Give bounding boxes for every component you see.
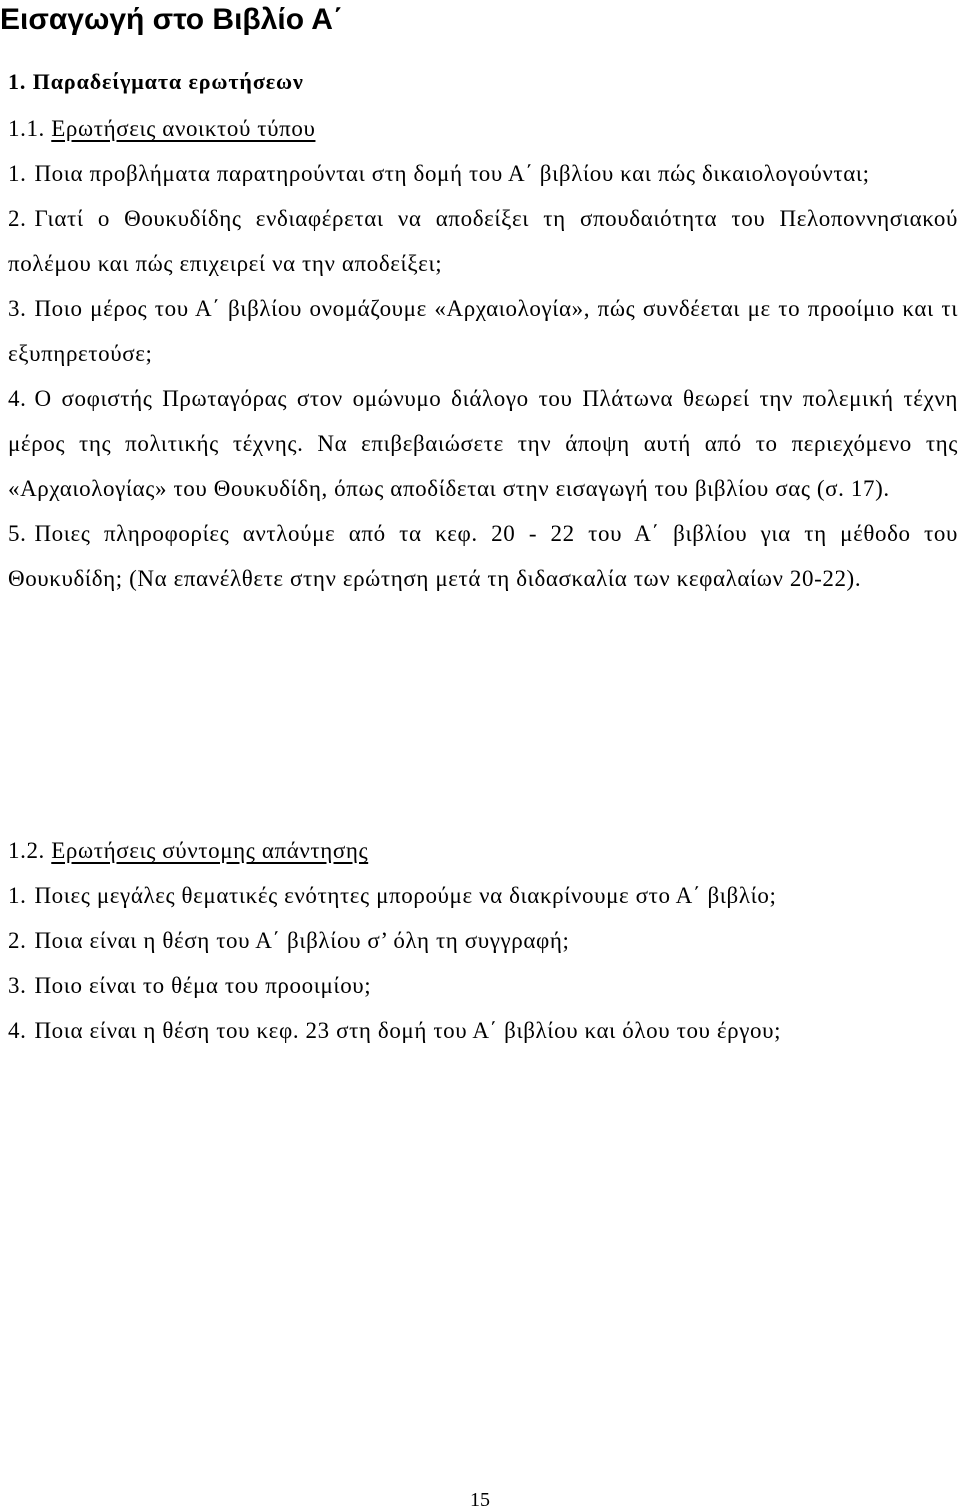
subsection-number: 1.1. [8, 116, 45, 141]
question-item [8, 963, 958, 1008]
question-number: 1. [8, 161, 27, 186]
question-number: 2. [8, 206, 27, 231]
question-text: Ποια είναι η θέση του Α΄ βιβλίου σ’ όλη τη συγγραφή; [34, 928, 570, 953]
question-number: 5. [8, 521, 27, 546]
question-item [8, 286, 958, 376]
question-text: Ποιες πληροφορίες αντλούμε από τα κεφ. 20 - 22 του Α΄ βιβλίου για τη μέθοδο του Θουκυδίδη; (Να επανέλθετε στην ερώτηση μετά τη διδασκαλία των κεφαλαίων 20-22). [8, 521, 958, 591]
question-item [8, 511, 958, 601]
question-number: 4. [8, 1018, 27, 1043]
question-text: Ποια είναι η θέση του κεφ. 23 στη δομή του Α΄ βιβλίου και όλου του έργου; [34, 1018, 782, 1043]
subsection-short-answer-questions [8, 828, 958, 1053]
question-number: 3. [8, 296, 27, 321]
subsection-heading [8, 106, 958, 151]
question-item [8, 196, 958, 286]
question-text: Ποια προβλήματα παρατηρούνται στη δομή του Α΄ βιβλίου και πώς δικαιολογούνται; [34, 161, 870, 186]
question-list [8, 873, 958, 1053]
question-item [8, 918, 958, 963]
question-text: Γιατί ο Θουκυδίδης ενδιαφέρεται να αποδείξει τη σπουδαιότητα του Πελοποννησιακού πολέμου και πώς επιχειρεί να την αποδείξει; [8, 206, 958, 276]
section-heading-examples: 1. Παραδείγματα ερωτήσεων [8, 69, 304, 94]
page-number: 15 [470, 1489, 490, 1511]
subsection-title: Ερωτήσεις ανοικτού τύπου [51, 116, 316, 141]
subsection-heading [8, 828, 958, 873]
question-text: Ο σοφιστής Πρωταγόρας στον ομώνυμο διάλογο του Πλάτωνα θεωρεί την πολεμική τέχνη μέρος της πολιτικής τέχνης. Να επιβεβαιώσετε την άποψη αυτή από το περιεχόμενο της «Αρχαιολογίας» του Θουκυδίδη, όπως αποδίδεται στην εισαγωγή του βιβλίου σας (σ. 17). [8, 386, 958, 501]
question-text: Ποιο μέρος του Α΄ βιβλίου ονομάζουμε «Αρχαιολογία», πώς συνδέεται με το προοίμιο και τι εξυπηρετούσε; [8, 296, 958, 366]
question-number: 3. [8, 973, 27, 998]
question-number: 1. [8, 883, 27, 908]
document-title: Εισαγωγή στο Βιβλίο Α΄ [0, 3, 343, 36]
subsection-open-questions [8, 106, 958, 601]
question-text: Ποιες μεγάλες θεματικές ενότητες μπορούμε να διακρίνουμε στο Α΄ βιβλίο; [34, 883, 777, 908]
question-item [8, 873, 958, 918]
question-list [8, 151, 958, 601]
question-item [8, 151, 958, 196]
question-item [8, 1008, 958, 1053]
subsection-title: Ερωτήσεις σύντομης απάντησης [51, 838, 369, 863]
subsection-number: 1.2. [8, 838, 45, 863]
question-number: 2. [8, 928, 27, 953]
question-number: 4. [8, 386, 27, 411]
question-item [8, 376, 958, 511]
question-text: Ποιο είναι το θέμα του προοιμίου; [34, 973, 372, 998]
